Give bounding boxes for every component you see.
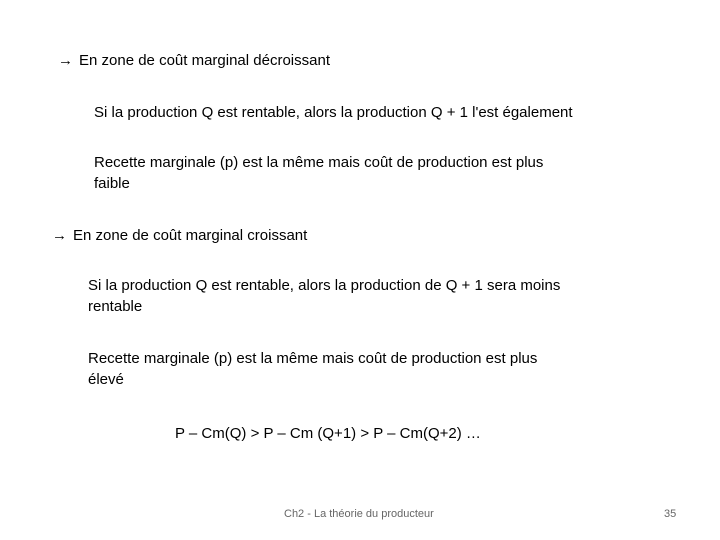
section2-line2b: élevé xyxy=(88,371,124,388)
section1-line1: Si la production Q est rentable, alors la production Q + 1 l'est également xyxy=(94,104,573,121)
section2-line2a: Recette marginale (p) est la même mais coût de production est plus xyxy=(88,350,538,367)
section2-prefix: En zone de xyxy=(73,227,154,244)
section1-line2a: Recette marginale (p) est la même mais coût de production est plus xyxy=(94,154,544,171)
section1-highlight: coût marginal décroissant xyxy=(159,52,330,69)
arrow-right-icon: → xyxy=(52,227,67,244)
arrow-right-icon: → xyxy=(58,52,73,69)
section2-heading xyxy=(52,225,307,246)
page-number: 35 xyxy=(664,508,677,520)
section1-prefix: En zone de xyxy=(79,52,160,69)
section2-highlight: coût marginal croissant xyxy=(153,227,308,244)
formula: P – Cm(Q) > P – Cm (Q+1) > P – Cm(Q+2) … xyxy=(175,425,481,442)
section1-line2b: faible xyxy=(94,175,130,192)
section1-heading xyxy=(58,50,330,71)
footer-title: Ch2 - La théorie du producteur xyxy=(284,508,434,520)
section2-line1a: Si la production Q est rentable, alors la production de Q + 1 sera moins xyxy=(88,277,561,294)
section2-line1b: rentable xyxy=(88,298,143,315)
